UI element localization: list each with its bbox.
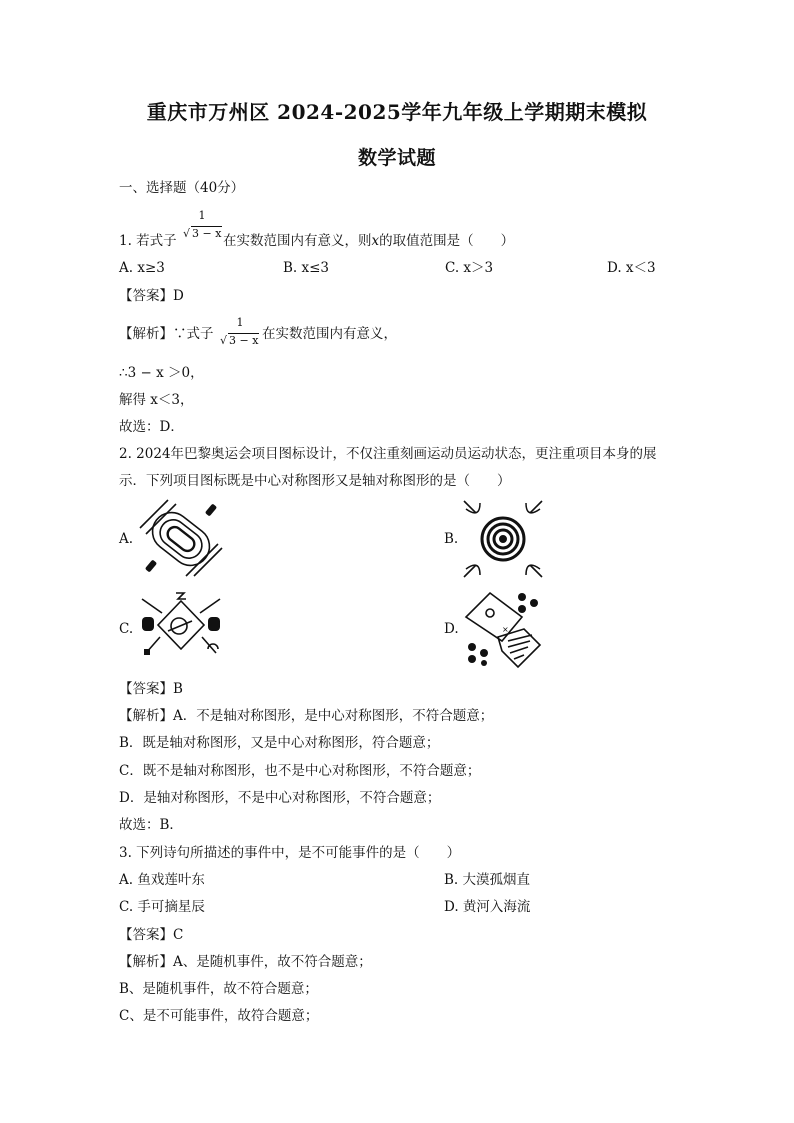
q2-option-d-label: D. bbox=[444, 621, 459, 637]
track-icon bbox=[138, 498, 224, 580]
q3-option-a: A. 鱼戏莲叶东 bbox=[119, 872, 205, 888]
q3-option-c: C. 手可摘星辰 bbox=[119, 899, 205, 915]
q1-stem-prefix: 1. 若式子 bbox=[119, 233, 177, 249]
q1-stem-variable: x bbox=[371, 233, 380, 249]
section-heading: 一、选择题（40分） bbox=[119, 180, 245, 196]
q1-option-a: A. x≥3 bbox=[119, 260, 165, 276]
q2-conclusion: 故选：B． bbox=[119, 817, 183, 833]
q1-fraction bbox=[183, 209, 221, 245]
sqrt-symbol: √ bbox=[183, 227, 191, 240]
q2-option-c-label: C. bbox=[119, 621, 134, 637]
q3-answer: 【答案】C bbox=[119, 927, 184, 943]
q1-option-d: D. x＜3 bbox=[607, 260, 656, 276]
q3-option-b: B. 大漠孤烟直 bbox=[444, 872, 531, 888]
q1-option-c: C. x＞3 bbox=[445, 260, 494, 276]
q2-stem-line-2: 示．下列项目图标既是中心对称图形又是轴对称图形的是（ ） bbox=[119, 473, 511, 489]
fencing-icon bbox=[138, 587, 224, 663]
q1-conclusion: 故选：D． bbox=[119, 419, 184, 435]
q3-explanation-a: 【解析】A、是随机事件，故不符合题意； bbox=[119, 954, 372, 970]
q2-option-a-label: A. bbox=[119, 531, 134, 547]
q3-explanation-c: C、是不可能事件，故符合题意； bbox=[119, 1008, 319, 1024]
q2-explanation-a: 【解析】A．不是轴对称图形，是中心对称图形，不符合题意； bbox=[119, 708, 494, 724]
q2-explanation-d: D．是轴对称图形，不是中心对称图形，不符合题意； bbox=[119, 790, 441, 806]
q2-option-b-label: B. bbox=[444, 531, 459, 547]
q2-stem-line-1: 2. 2024年巴黎奥运会项目图标设计，不仅注重刻画运动员运动状态，更注重项目本身的展 bbox=[119, 446, 657, 462]
q1-step-1: ∴3 − x ＞0， bbox=[119, 365, 204, 381]
q2-explanation-c: C．既不是轴对称图形，也不是中心对称图形，不符合题意； bbox=[119, 763, 481, 779]
q1-option-b: B. x≤3 bbox=[283, 260, 330, 276]
q1-explanation-suffix: 在实数范围内有意义， bbox=[262, 326, 397, 342]
q3-option-d: D. 黄河入海流 bbox=[444, 899, 531, 915]
q1-explanation-prefix: 【解析】∵式子 bbox=[119, 326, 214, 342]
target-icon bbox=[462, 499, 544, 579]
q1-explanation-fraction bbox=[220, 316, 260, 352]
q3-explanation-b: B、是随机事件，故不符合题意； bbox=[119, 981, 318, 997]
q1-explanation-fraction-numerator: 1 bbox=[236, 316, 244, 329]
q2-explanation-b: B．既是轴对称图形，又是中心对称图形，符合题意； bbox=[119, 735, 440, 751]
q1-fraction-radicand: 3 − x bbox=[192, 227, 222, 240]
q1-stem-middle: 在实数范围内有意义，则 bbox=[223, 233, 372, 249]
q1-step-2: 解得 x＜3， bbox=[119, 392, 194, 408]
q2-answer: 【答案】B bbox=[119, 681, 183, 697]
q1-stem-end: 的取值范围是（ ） bbox=[379, 233, 515, 249]
skating-icon bbox=[462, 589, 548, 669]
q1-explanation-fraction-radicand: 3 − x bbox=[229, 334, 259, 347]
sqrt-symbol: √ bbox=[220, 334, 228, 347]
page-subtitle: 数学试题 bbox=[357, 147, 436, 169]
q1-fraction-numerator: 1 bbox=[198, 209, 206, 222]
q3-stem: 3. 下列诗句所描述的事件中，是不可能事件的是（ ） bbox=[119, 845, 461, 861]
q1-answer: 【答案】D bbox=[119, 288, 184, 304]
page-title: 重庆市万州区 2024-2025学年九年级上学期期末模拟 bbox=[146, 100, 648, 124]
svg-text:×: × bbox=[502, 625, 509, 634]
